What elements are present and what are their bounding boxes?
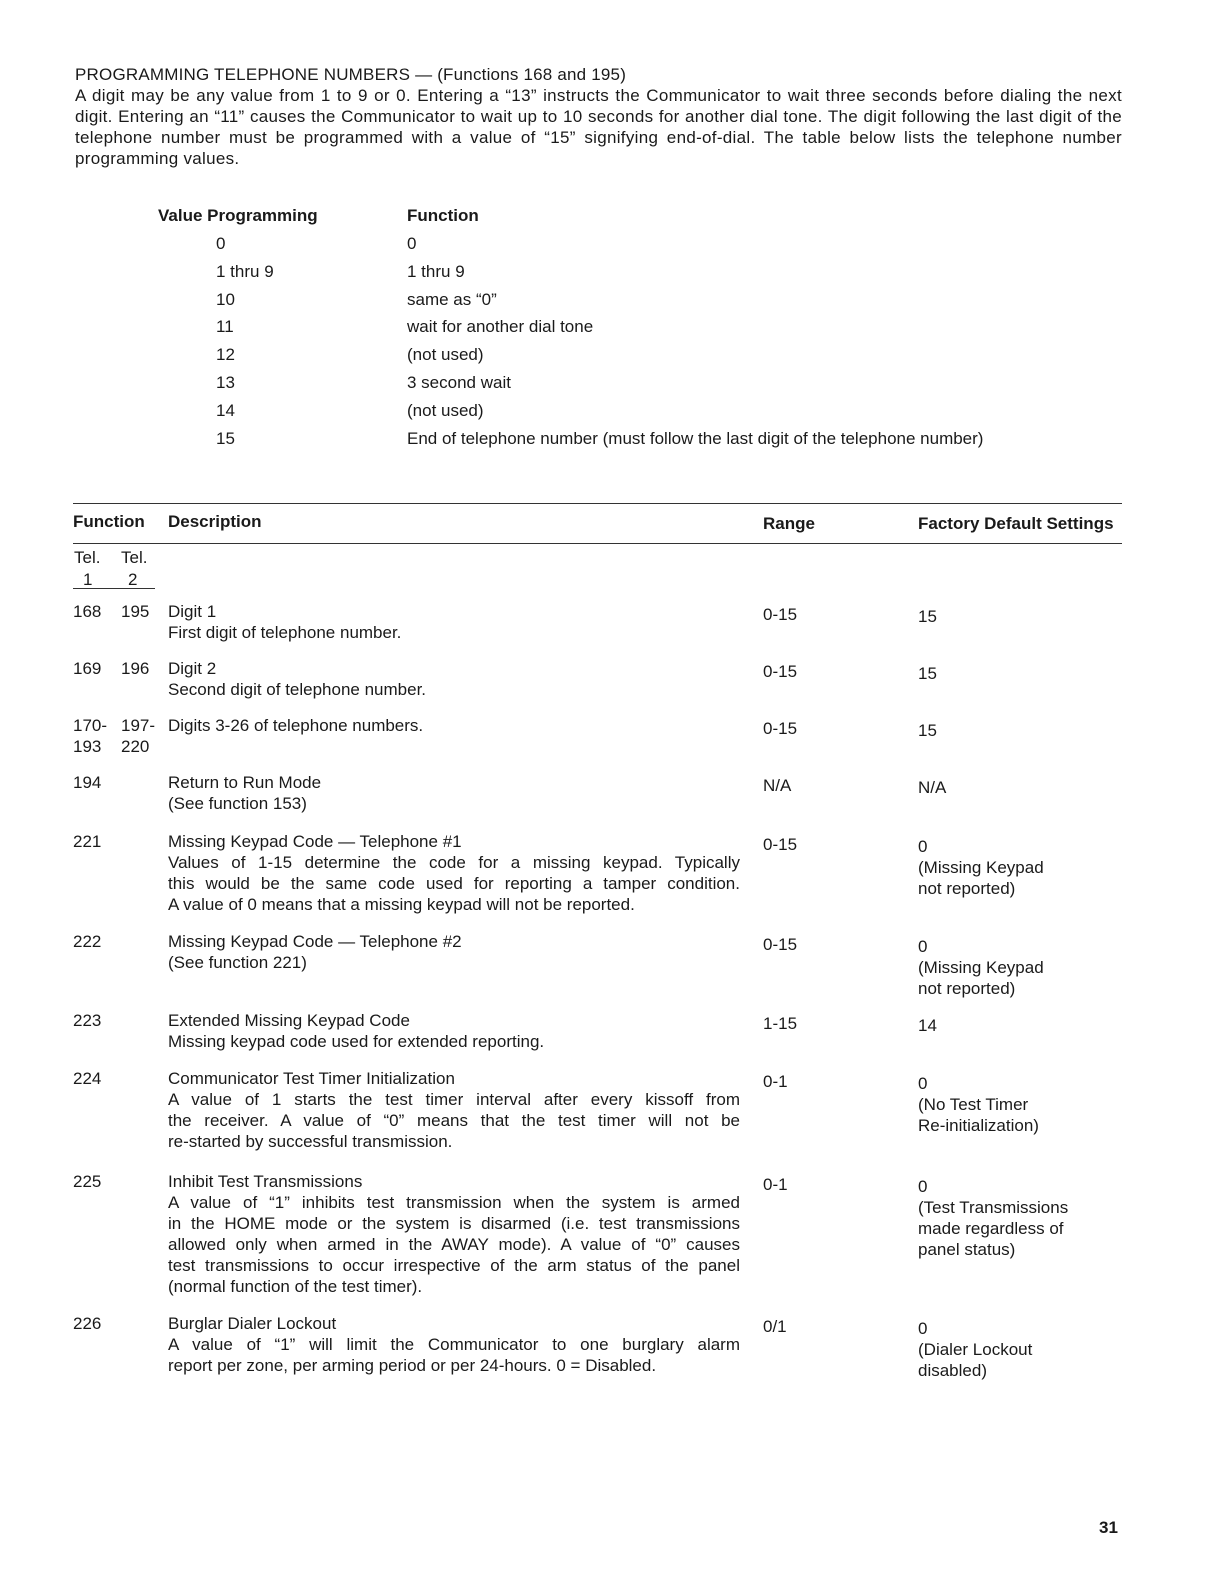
default-line: 0 <box>918 837 928 856</box>
value-cell: 12 <box>216 345 235 365</box>
value-cell: 11 <box>216 317 234 337</box>
function-description <box>168 1068 740 1152</box>
tel1-function-line: 194 <box>73 773 102 792</box>
default-line: 0 <box>918 1319 928 1338</box>
default-line: (Missing Keypad <box>918 958 1044 977</box>
function-description <box>168 601 740 643</box>
description-line: in the HOME mode or the system is disarmed (i.e. test transmissions <box>168 1214 740 1233</box>
tel2-function-line: 197- <box>121 716 156 735</box>
function-description <box>168 1313 740 1376</box>
function-cell: wait for another dial tone <box>407 317 594 337</box>
default-line: 0 <box>918 1074 928 1093</box>
range-cell: 0-15 <box>763 935 798 954</box>
function-description <box>168 658 740 700</box>
value-table-row <box>158 372 1098 400</box>
tel2-function-line: 195 <box>121 602 150 621</box>
tel2-function-number <box>121 601 149 622</box>
value-cell: 0 <box>216 234 226 253</box>
description-line: report per zone, per arming period or per 24-hours. 0 = Disabled. <box>168 1356 657 1375</box>
default-setting <box>918 720 1118 741</box>
default-line: 15 <box>918 607 937 626</box>
value-table-row <box>158 261 1098 289</box>
default-line: 0 <box>918 937 928 956</box>
function-name: Digit 2 <box>168 659 217 678</box>
default-setting <box>918 1073 1118 1136</box>
tel2-function-number <box>121 658 149 679</box>
value-table-row <box>158 344 1098 372</box>
value-cell: 10 <box>216 289 235 309</box>
default-setting <box>918 663 1118 684</box>
description-line: A value of 1 starts the test timer interval after every kissoff from <box>168 1090 740 1109</box>
value-cell: 15 <box>216 428 235 448</box>
function-description <box>168 931 740 973</box>
table-header-rule <box>73 543 1122 544</box>
range-cell: 0-15 <box>763 835 798 854</box>
tel1-function-line: 170- <box>73 716 108 735</box>
range-cell: N/A <box>763 776 792 795</box>
default-line: 14 <box>918 1016 937 1035</box>
tel1-function-number <box>73 715 107 757</box>
default-setting <box>918 1015 1118 1036</box>
tel2-function-line: 220 <box>121 737 150 756</box>
default-line: 0 <box>918 1177 928 1196</box>
value-cell: 13 <box>216 372 235 392</box>
default-line: disabled) <box>918 1361 987 1380</box>
function-cell: 0 <box>407 234 417 253</box>
function-cell: 3 second wait <box>407 372 511 392</box>
value-programming-header: Value Programming <box>158 206 318 225</box>
tel1-function-number <box>73 601 101 622</box>
function-description <box>168 772 740 814</box>
description-line: First digit of telephone number. <box>168 623 402 642</box>
function-name: Burglar Dialer Lockout <box>168 1314 337 1333</box>
description-line: test transmissions to occur irrespective of the arm status of the panel <box>168 1256 740 1275</box>
function-name: Extended Missing Keypad Code <box>168 1011 410 1030</box>
default-setting <box>918 606 1118 627</box>
description-line: Second digit of telephone number. <box>168 680 427 699</box>
tel1-function-line: 226 <box>73 1314 102 1333</box>
default-setting <box>918 777 1118 798</box>
function-name: Digit 1 <box>168 602 217 621</box>
value-table-row <box>158 400 1098 428</box>
function-cell: End of telephone number (must follow the last digit of the telephone number) <box>407 428 984 448</box>
value-table-row <box>158 233 1098 261</box>
tel2-label: Tel. <box>121 548 148 567</box>
table-top-rule <box>73 503 1122 504</box>
intro-section <box>75 64 1122 169</box>
default-setting <box>918 1176 1118 1260</box>
description-line: the receiver. A value of “0” means that the test timer will not be <box>168 1111 740 1130</box>
description-line: Missing keypad code used for extended reporting. <box>168 1032 545 1051</box>
section-title: PROGRAMMING TELEPHONE NUMBERS — (Functions 168 and 195) <box>75 65 627 84</box>
function-column-header: Function <box>73 512 145 531</box>
function-table-header <box>73 511 1122 537</box>
function-cell: 1 thru 9 <box>407 261 465 281</box>
value-cell: 14 <box>216 400 235 420</box>
range-cell: 0-15 <box>763 662 798 681</box>
function-cell: (not used) <box>407 400 484 420</box>
tel1-function-line: 221 <box>73 832 102 851</box>
tel1-function-number <box>73 1068 101 1089</box>
tel2-function-number <box>121 715 155 757</box>
default-line: panel status) <box>918 1240 1016 1259</box>
range-column-header: Range <box>763 514 815 533</box>
function-name: Missing Keypad Code — Telephone #1 <box>168 832 462 851</box>
default-column-header: Factory Default Settings <box>918 514 1114 533</box>
range-cell: 0-15 <box>763 719 798 738</box>
description-line: A value of 0 means that a missing keypad will not be reported. <box>168 895 635 914</box>
tel2-number: 2 <box>128 570 138 589</box>
tel1-function-line: 169 <box>73 659 102 678</box>
function-cell: (not used) <box>407 345 484 365</box>
default-line: (Missing Keypad <box>918 858 1044 877</box>
description-line: (See function 153) <box>168 794 307 813</box>
function-name: Inhibit Test Transmissions <box>168 1172 363 1191</box>
tel-underline <box>73 588 155 589</box>
function-description <box>168 1010 740 1052</box>
function-name: Digits 3-26 of telephone numbers. <box>168 716 424 735</box>
tel1-function-line: 222 <box>73 932 102 951</box>
tel1-function-line: 225 <box>73 1172 102 1191</box>
tel1-function-number <box>73 1171 101 1192</box>
range-cell: 0-1 <box>763 1175 788 1194</box>
range-cell: 0-15 <box>763 605 798 624</box>
description-line: this would be the same code used for reporting a tamper condition. <box>168 874 740 893</box>
description-line: allowed only when armed in the AWAY mode). A value of “0” causes <box>168 1235 740 1254</box>
tel1-label: Tel. <box>74 548 101 567</box>
default-line: not reported) <box>918 979 1016 998</box>
page-number: 31 <box>1099 1518 1118 1537</box>
description-column-header: Description <box>168 512 262 531</box>
default-line: 15 <box>918 664 937 683</box>
tel1-function-number <box>73 1010 101 1031</box>
description-line: re-started by successful transmission. <box>168 1132 453 1151</box>
default-setting <box>918 836 1118 899</box>
function-name: Return to Run Mode <box>168 773 322 792</box>
tel1-function-number <box>73 1313 101 1334</box>
description-line: (See function 221) <box>168 953 307 972</box>
default-line: N/A <box>918 778 947 797</box>
function-description <box>168 715 740 736</box>
tel1-number: 1 <box>83 570 93 589</box>
function-name: Communicator Test Timer Initialization <box>168 1069 455 1088</box>
function-description <box>168 831 740 915</box>
tel1-function-number <box>73 831 101 852</box>
tel1-function-number <box>73 658 101 679</box>
default-line: (Test Transmissions <box>918 1198 1069 1217</box>
tel1-function-number <box>73 931 101 952</box>
default-line: not reported) <box>918 879 1016 898</box>
value-table-header <box>158 205 1098 233</box>
description-line: A value of “1” inhibits test transmission when the system is armed <box>168 1193 740 1212</box>
tel1-function-line: 193 <box>73 737 102 756</box>
tel1-function-line: 224 <box>73 1069 102 1088</box>
default-setting <box>918 936 1118 999</box>
range-cell: 1-15 <box>763 1014 798 1033</box>
default-line: 15 <box>918 721 937 740</box>
function-description <box>168 1171 740 1297</box>
description-line: Values of 1-15 determine the code for a missing keypad. Typically <box>168 853 740 872</box>
value-table-row <box>158 289 1098 317</box>
default-line: (Dialer Lockout <box>918 1340 1033 1359</box>
default-line: Re-initialization) <box>918 1116 1039 1135</box>
default-line: made regardless of <box>918 1219 1064 1238</box>
default-setting <box>918 1318 1118 1381</box>
description-line: (normal function of the test timer). <box>168 1277 423 1296</box>
value-table-row <box>158 316 1098 344</box>
function-header: Function <box>407 206 479 225</box>
default-line: (No Test Timer <box>918 1095 1029 1114</box>
function-name: Missing Keypad Code — Telephone #2 <box>168 932 462 951</box>
tel1-function-number <box>73 772 101 793</box>
tel2-function-line: 196 <box>121 659 150 678</box>
value-cell: 1 thru 9 <box>216 261 274 281</box>
range-cell: 0-1 <box>763 1072 788 1091</box>
function-cell: same as “0” <box>407 289 497 309</box>
description-line: A value of “1” will limit the Communicator to one burglary alarm <box>168 1335 740 1354</box>
range-cell: 0/1 <box>763 1317 787 1336</box>
tel1-function-line: 168 <box>73 602 102 621</box>
intro-paragraph: A digit may be any value from 1 to 9 or 0. Entering a “13” instructs the Communicator to wait three seconds before dialing the next digit. Entering an “11” causes the Communicator to wait up to 10 seconds for another dial tone. The digit following the last digit of the telephone number must be programmed with a value of “15” signifying end-of-dial. The table below lists the telephone number programming values. <box>75 86 1122 168</box>
value-programming-table <box>158 205 1098 455</box>
value-table-row <box>158 428 1098 456</box>
tel1-function-line: 223 <box>73 1011 102 1030</box>
